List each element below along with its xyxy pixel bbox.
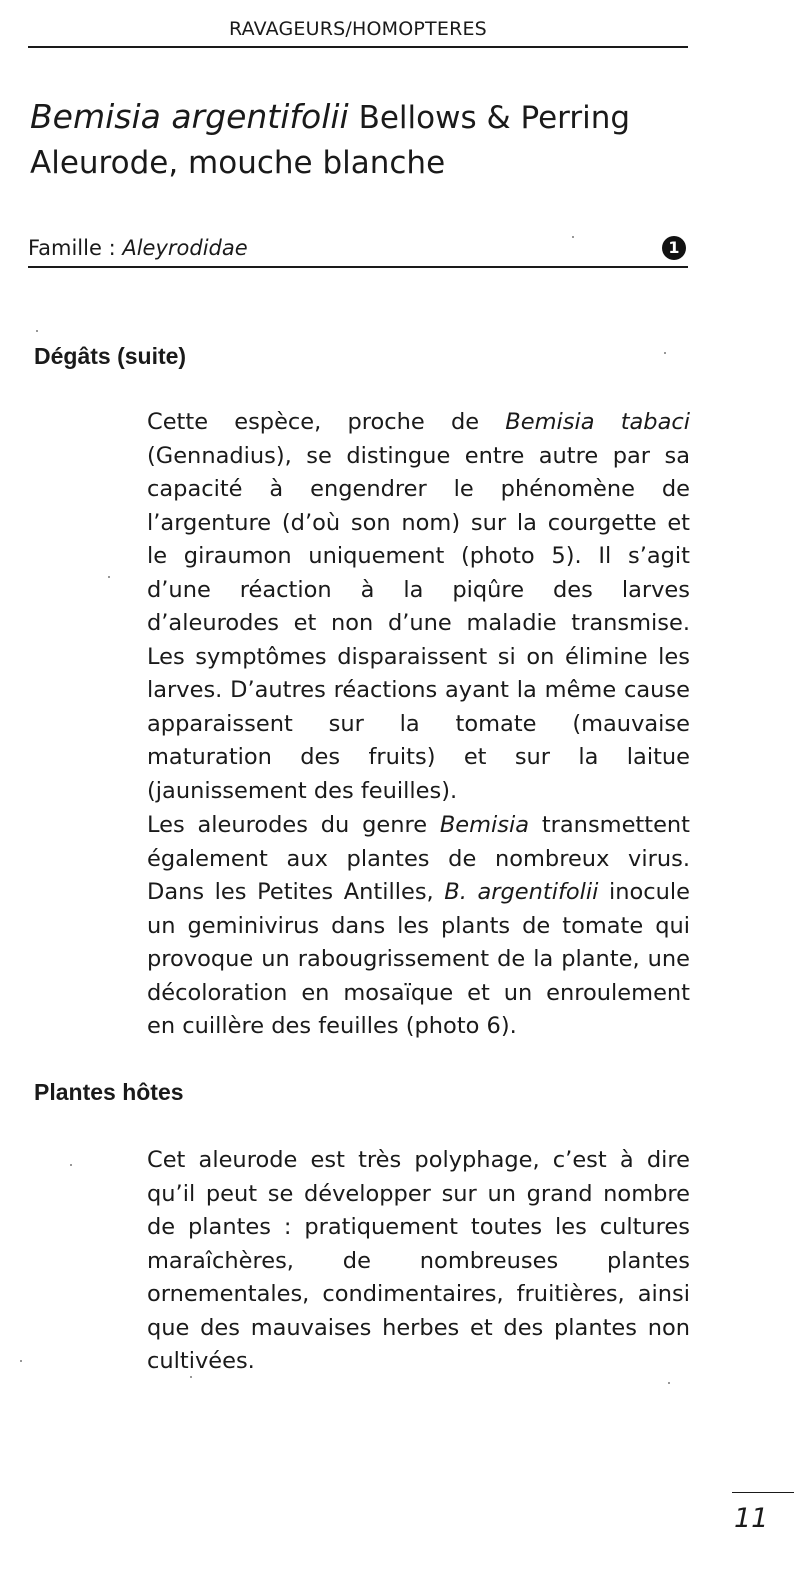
scientific-name: Bemisia argentifolii xyxy=(30,97,349,136)
text-run: Les aleurodes du genre xyxy=(147,812,440,838)
running-head: RAVAGEURS/HOMOPTERES xyxy=(229,18,487,40)
paragraph-degats-1 xyxy=(147,406,690,808)
text-run: Cette espèce, proche de xyxy=(147,409,506,435)
scan-speck xyxy=(70,1164,72,1166)
scan-speck xyxy=(36,330,38,332)
family-name: Aleyrodidae xyxy=(122,236,248,260)
text-run: transmettent également aux plantes de nombreux virus. Dans les Petites Antilles, xyxy=(147,812,690,905)
scan-speck xyxy=(108,576,110,578)
page-title xyxy=(30,94,630,186)
scan-speck xyxy=(20,1360,22,1362)
numbered-badge-icon: 1 xyxy=(662,236,686,260)
italic-taxon: B. argentifolii xyxy=(444,879,599,905)
scan-speck xyxy=(190,1376,192,1378)
species-authority: Bellows & Perring xyxy=(358,100,631,136)
italic-taxon: Bemisia xyxy=(439,812,530,838)
paragraph-degats-2 xyxy=(147,809,690,1044)
section-heading-plantes: Plantes hôtes xyxy=(34,1079,184,1105)
paragraph-plantes-1: Cet aleurode est très polyphage, c’est à dire qu’il peut se développer sur un grand nombre de plantes : pratiquement toutes les cultures maraîchères, de nombreuses plantes ornementales, condimentaires, fruitières, ainsi que des mauvaises herbes et des plantes non cultivées. xyxy=(147,1147,690,1374)
common-name: Aleurode, mouche blanche xyxy=(30,145,446,181)
family-label: Famille : xyxy=(28,236,123,260)
title-line-1 xyxy=(30,94,630,141)
text-run: (Gennadius), se distingue entre autre par sa capacité à engendrer le phénomène de l’argenture (d’où son nom) sur la courgette et le giraumon uniquement (photo 5). Il s’agit d’une réaction à la piqûre des larves d’aleurodes et non d’une maladie transmise. Les symptômes disparaissent si on élimine les larves. D’autres réactions ayant la même cause apparaissent sur la tomate (mauvaise maturation des fruits) et sur la laitue (jaunissement des feuilles). xyxy=(147,442,690,804)
scan-speck xyxy=(572,236,574,238)
section-heading-degats: Dégâts (suite) xyxy=(34,343,187,369)
scan-speck xyxy=(668,1382,670,1384)
text-run: inocule un geminivirus dans les plants de tomate qui provoque un rabougrissement de la plante, une décoloration en mosaïque et un enroulement en cuillère des feuilles (photo 6). xyxy=(147,879,690,1039)
page-number: 11 xyxy=(732,1492,794,1534)
family-line xyxy=(28,236,688,268)
italic-taxon: Bemisia tabaci xyxy=(505,409,691,435)
header-rule xyxy=(28,46,688,48)
scan-speck xyxy=(664,352,666,354)
